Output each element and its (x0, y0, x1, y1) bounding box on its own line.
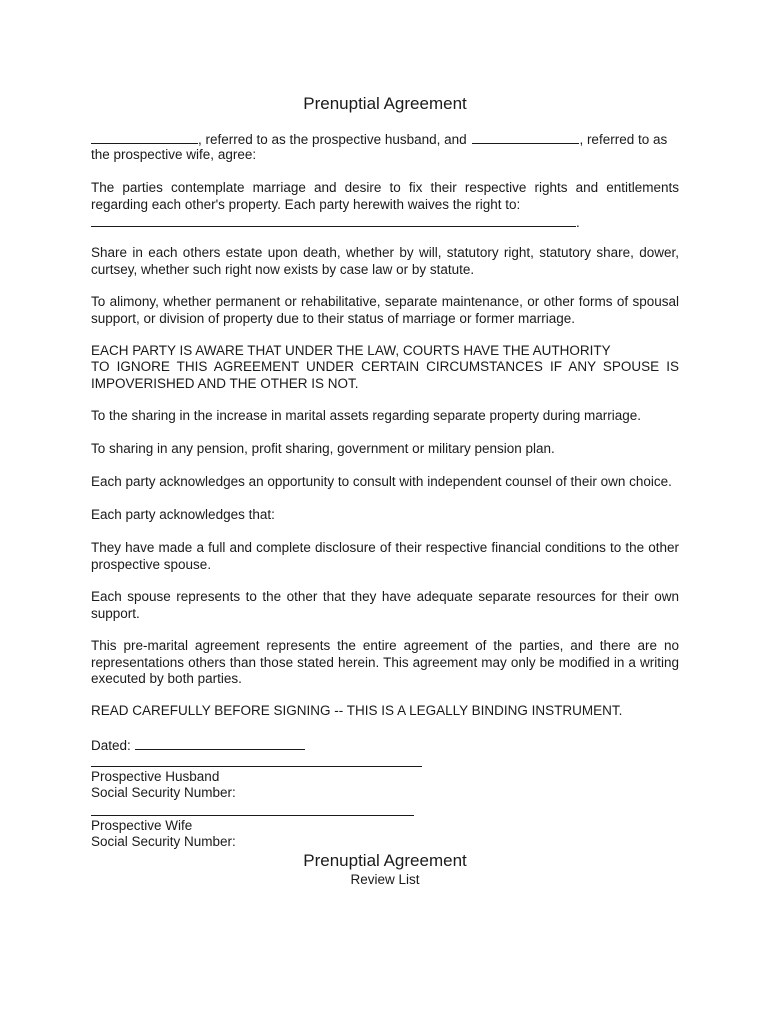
waiver-period: . (576, 215, 580, 230)
review-list-subtitle: Review List (350, 872, 420, 887)
husband-ssn-label: Social Security Number: (91, 785, 236, 800)
intro-text-1: , referred to as the prospective husband, and (198, 132, 467, 147)
dated-label: Dated: (91, 738, 131, 753)
paragraph-read-carefully: READ CAREFULLY BEFORE SIGNING -- THIS IS A LEGALLY BINDING INSTRUMENT. (91, 703, 623, 718)
husband-label: Prospective Husband (91, 769, 220, 784)
intro-line-2: the prospective wife, agree: (91, 147, 257, 162)
wife-ssn-label: Social Security Number: (91, 834, 236, 849)
wife-signature-line[interactable] (91, 815, 414, 816)
husband-name-blank[interactable] (91, 130, 198, 144)
wife-name-blank[interactable] (472, 130, 579, 144)
paragraph-aware-line-1: EACH PARTY IS AWARE THAT UNDER THE LAW, COURTS HAVE THE AUTHORITY (91, 343, 611, 358)
dated-blank[interactable] (135, 736, 305, 750)
paragraph-resources: Each spouse represents to the other that they have adequate separate resources for their own support. (91, 589, 679, 621)
document-title: Prenuptial Agreement (303, 94, 467, 113)
paragraph-aware-rest: TO IGNORE THIS AGREEMENT UNDER CERTAIN CIRCUMSTANCES IF ANY SPOUSE IS IMPOVERISHED AND THE OTHER IS NOT. (91, 359, 679, 391)
review-list-title: Prenuptial Agreement (303, 851, 467, 870)
waiver-blank-line (91, 213, 580, 232)
intro-text-2: , referred to as (579, 132, 668, 147)
paragraph-disclosure: They have made a full and complete disclosure of their respective financial conditions to the other prospective spouse. (91, 540, 679, 572)
paragraph-estate: Share in each others estate upon death, whether by will, statutory right, statutory share, dower, curtsey, whether such right now exists by case law or by statute. (91, 245, 679, 277)
wife-label: Prospective Wife (91, 818, 193, 833)
paragraph-pension: To sharing in any pension, profit sharing, government or military pension plan. (91, 441, 555, 456)
dated-line (91, 736, 305, 755)
paragraph-entire-agreement: This pre-marital agreement represents the entire agreement of the parties, and there are no representations others than those stated herein. This agreement may only be modified in a writing executed by both parties. (91, 638, 679, 687)
paragraph-counsel: Each party acknowledges an opportunity to consult with independent counsel of their own choice. (91, 474, 672, 489)
waiver-blank[interactable] (91, 213, 576, 227)
paragraph-acknowledges: Each party acknowledges that: (91, 507, 275, 522)
paragraph-sharing-assets: To the sharing in the increase in marital assets regarding separate property during marriage. (91, 408, 642, 423)
paragraph-contemplate: The parties contemplate marriage and desire to fix their respective rights and entitlements regarding each other's property. Each party herewith waives the right to: (91, 180, 679, 212)
husband-signature-line[interactable] (91, 766, 422, 767)
paragraph-alimony: To alimony, whether permanent or rehabilitative, separate maintenance, or other forms of spousal support, or division of property due to their status of marriage or former marriage. (91, 294, 679, 326)
intro-line-1 (91, 130, 667, 149)
